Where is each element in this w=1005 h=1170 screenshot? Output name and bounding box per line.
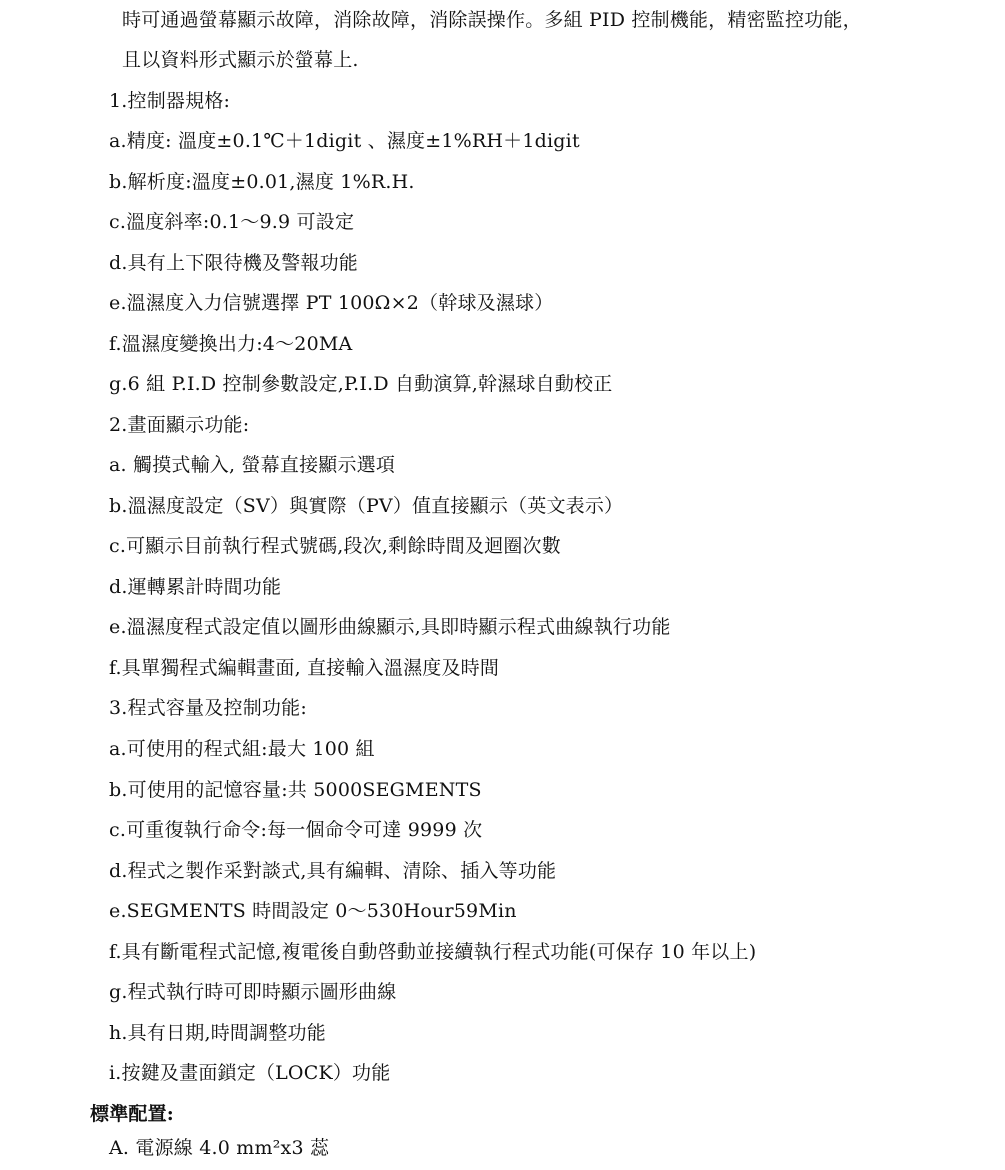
section-1-item-a: a.精度: 溫度±0.1℃＋1digit 、濕度±1%RH＋1digit: [109, 130, 580, 152]
section-3-item-h: h.具有日期,時間調整功能: [109, 1022, 326, 1044]
section-3-item-f: f.具有斷電程式記憶,複電後自動啓動並接續執行程式功能(可保存 10 年以上): [109, 941, 757, 963]
section-3-item-e: e.SEGMENTS 時間設定 0～530Hour59Min: [109, 900, 517, 922]
section-2-item-a: a. 觸摸式輸入, 螢幕直接顯示選項: [109, 454, 396, 476]
section-1-item-b: b.解析度:溫度±0.01,濕度 1%R.H.: [109, 171, 415, 193]
section-3-item-d: d.程式之製作采對談式,具有編輯、清除、插入等功能: [109, 860, 557, 882]
section-2-item-b: b.溫濕度設定（SV）與實際（PV）值直接顯示（英文表示）: [109, 495, 624, 517]
section-1-item-e: e.溫濕度入力信號選擇 PT 100Ω×2（幹球及濕球）: [109, 292, 554, 314]
section-1-item-g: g.6 組 P.I.D 控制參數設定,P.I.D 自動演算,幹濕球自動校正: [109, 373, 613, 395]
section-3-item-c: c.可重復執行命令:每一個命令可達 9999 次: [109, 819, 483, 841]
section-2-title: 2.畫面顯示功能:: [109, 414, 250, 436]
intro-line-1: 時可通過螢幕顯示故障，消除故障，消除誤操作。多組 PID 控制機能，精密監控功能，: [122, 9, 862, 31]
section-3-title: 3.程式容量及控制功能:: [109, 697, 307, 719]
intro-line-2: 且以資料形式顯示於螢幕上.: [122, 49, 359, 71]
section-1-item-d: d.具有上下限待機及警報功能: [109, 252, 359, 274]
section-3-item-b: b.可使用的記憶容量:共 5000SEGMENTS: [109, 779, 482, 801]
section-2-item-e: e.溫濕度程式設定值以圖形曲線顯示,具即時顯示程式曲線執行功能: [109, 616, 671, 638]
section-3-item-a: a.可使用的程式組:最大 100 組: [109, 738, 375, 760]
section-1-item-c: c.溫度斜率:0.1～9.9 可設定: [109, 211, 355, 233]
section-2-item-c: c.可顯示目前執行程式號碼,段次,剩餘時間及迴圈次數: [109, 535, 561, 557]
section-2-item-d: d.運轉累計時間功能: [109, 576, 282, 598]
section-1-title: 1.控制器規格:: [109, 90, 231, 112]
section-2-item-f: f.具單獨程式編輯畫面, 直接輸入溫濕度及時間: [109, 657, 500, 679]
standard-config-item-a: A. 電源線 4.0 mm²x3 蕊: [109, 1137, 330, 1159]
section-1-item-f: f.溫濕度變換出力:4～20MA: [109, 333, 353, 355]
section-3-item-g: g.程式執行時可即時顯示圖形曲線: [109, 981, 397, 1003]
standard-config-heading: 標準配置:: [90, 1103, 175, 1125]
section-3-item-i: i.按鍵及畫面鎖定（LOCK）功能: [109, 1062, 391, 1084]
